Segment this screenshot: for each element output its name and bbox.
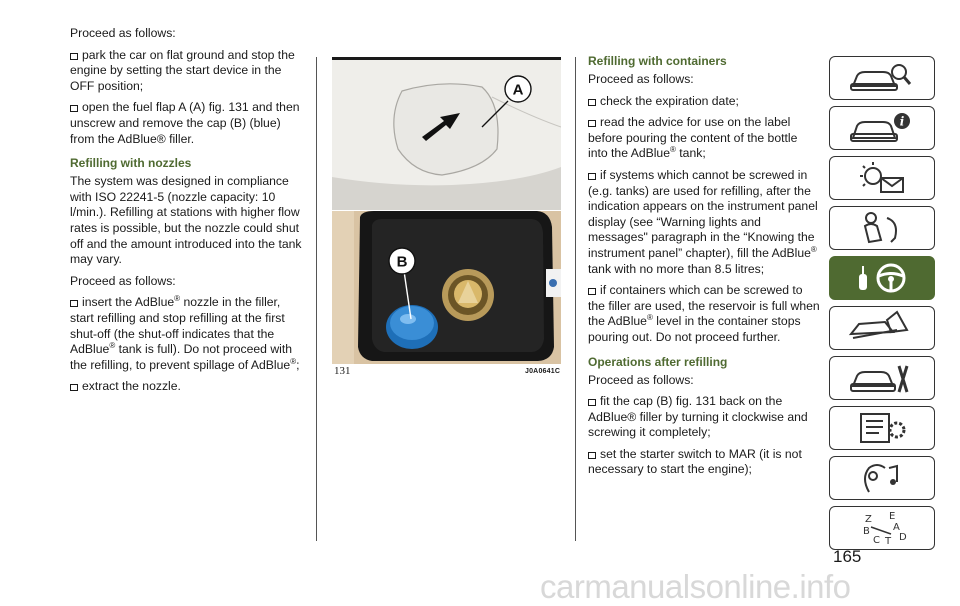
chapter-tab-technical-data[interactable] [829, 406, 935, 450]
checkbox-bullet-icon [588, 288, 596, 295]
bullet-item: park the car on flat ground and stop the engine by setting the start device in the OFF position; [70, 47, 295, 93]
section-heading: Operations after refilling [588, 354, 728, 369]
watermark: carmanualsonline.info [540, 568, 851, 605]
column-divider [575, 57, 576, 541]
checkbox-bullet-icon [588, 99, 596, 106]
svg-text:C: C [873, 535, 880, 546]
svg-text:A: A [893, 522, 900, 533]
chapter-tab-maintenance[interactable] [829, 356, 935, 400]
chapter-sidebar [829, 56, 935, 556]
bullet-item: extract the nozzle. [70, 379, 302, 395]
figure-131-fuel-flap [332, 57, 561, 364]
warning-lights-icon [847, 160, 917, 196]
svg-text:i: i [899, 114, 905, 129]
figure-code: J0A0641C [525, 368, 561, 375]
checkbox-bullet-icon [588, 120, 596, 127]
bullet-item: if containers which can be screwed to the filler are used, the reservoir is full when the AdBlue® level in the container stops pouring out. Do not proceed further. [588, 283, 820, 344]
bullet-item: open the fuel flap A (A) fig. 131 and then unscrew and remove the cap (B) (blue) from the AdBlue® filler. [70, 100, 300, 146]
car-info-icon [847, 110, 917, 146]
callout-label-a: A [512, 81, 524, 99]
section-heading: Refilling with containers [588, 54, 727, 68]
car-maintenance-icon [847, 360, 917, 396]
column-divider [316, 57, 317, 541]
chapter-tab-emergency[interactable] [829, 306, 935, 350]
bullet-item: set the starter switch to MAR (it is not necessary to start the engine); [588, 446, 802, 477]
svg-text:D: D [899, 532, 907, 543]
checkbox-bullet-icon [588, 452, 596, 459]
checkbox-bullet-icon [588, 399, 596, 406]
bullet-item: if systems which cannot be screwed in (e.g. tanks) are used for refilling, after the indication appears on the instrument panel display (see “Warning lights and messages" paragraph in the “Knowing the instrument panel” chapter), fill the AdBlue® tank with no more than 8.5 litres; [588, 167, 818, 276]
photo-fuel-flap-closed [332, 57, 561, 210]
bullet-item: read the advice for use on the label before pouring the content of the bottle into the AdBlue® tank; [588, 115, 798, 161]
text-column-left [70, 26, 302, 401]
chapter-tab-warning-lights[interactable] [829, 156, 935, 200]
key-steering-wheel-icon [847, 260, 917, 296]
airbag-seat-icon [847, 210, 917, 246]
technical-data-icon [847, 410, 917, 446]
figure-number: 131 [334, 365, 351, 377]
photo-fuel-flap-open [332, 211, 561, 364]
paragraph: Proceed as follows: [70, 273, 176, 288]
paragraph: Proceed as follows: [588, 72, 694, 86]
checkbox-bullet-icon [70, 384, 78, 391]
checkbox-bullet-icon [588, 173, 596, 180]
car-search-icon [847, 60, 917, 96]
chapter-tab-index[interactable] [829, 506, 935, 550]
paragraph: The system was designed in compliance with ISO 22241-5 (nozzle capacity: 10 l/min.). Refilling at stations with higher flow rates is possible, but the nozzle could shut off and the amount introduced into the tank may vary. [70, 174, 302, 267]
bullet-item: insert the AdBlue® nozzle in the filler, start refilling and stop refilling at the first shut-off (the shut-off indicates that the AdBlue® tank is full). Do not proceed with the refilling, to prevent spillage of AdBlue®; [70, 294, 300, 372]
svg-text:Z: Z [865, 514, 872, 525]
svg-text:E: E [889, 511, 896, 522]
callout-label-b: B [396, 253, 408, 271]
bullet-item: check the expiration date; [588, 94, 820, 110]
checkbox-bullet-icon [70, 105, 78, 112]
paragraph: Proceed as follows: [588, 372, 694, 387]
chapter-tab-safety[interactable] [829, 206, 935, 250]
chapter-tab-multimedia[interactable] [829, 456, 935, 500]
car-emergency-icon [847, 310, 917, 346]
page-number: 165 [833, 547, 862, 566]
checkbox-bullet-icon [70, 300, 78, 307]
chapter-tab-instrument-panel[interactable] [829, 106, 935, 150]
text-column-right [588, 54, 820, 484]
svg-text:T: T [885, 536, 892, 546]
paragraph: Proceed as follows: [70, 26, 176, 40]
multimedia-icon [847, 460, 917, 496]
alphabetical-index-icon [847, 510, 917, 546]
checkbox-bullet-icon [70, 53, 78, 60]
chapter-tab-starting-driving[interactable] [829, 256, 935, 300]
svg-text:B: B [863, 526, 870, 537]
section-heading: Refilling with nozzles [70, 156, 192, 171]
chapter-tab-knowing-vehicle[interactable] [829, 56, 935, 100]
bullet-item: fit the cap (B) fig. 131 back on the AdBlue® filler by turning it clockwise and screwing it completely; [588, 394, 808, 440]
